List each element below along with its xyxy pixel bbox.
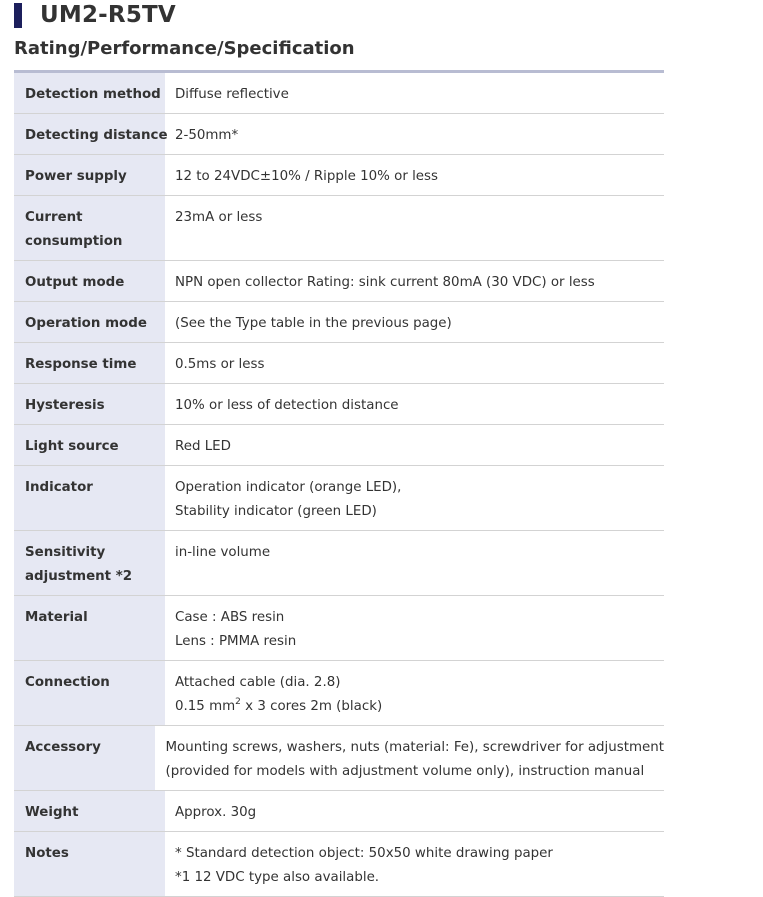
spec-value: in-line volume — [175, 545, 271, 560]
spec-label: Operation mode — [14, 302, 165, 342]
spec-row-weight — [14, 791, 664, 832]
spec-label: Material — [14, 596, 165, 660]
spec-value: Case : ABS resin Lens : PMMA resin — [175, 610, 297, 649]
spec-value: 0.5ms or less — [175, 357, 265, 372]
spec-label: Sensitivity adjustment *2 — [14, 531, 165, 595]
spec-value: Mounting screws, washers, nuts (material: Fe), screwdriver for adjustment (provided for models with adjustment volume only), instruction manual — [165, 740, 664, 779]
spec-row-detection-method — [14, 73, 664, 114]
spec-label: Power supply — [14, 155, 165, 195]
spec-row-output-mode — [14, 261, 664, 302]
spec-row-accessory — [14, 726, 664, 791]
spec-label: Detection method — [14, 73, 165, 113]
title-marker — [14, 3, 22, 28]
spec-row-hysteresis — [14, 384, 664, 425]
spec-label: Hysteresis — [14, 384, 165, 424]
spec-value: 23mA or less — [175, 210, 263, 225]
spec-value: 12 to 24VDC±10% / Ripple 10% or less — [175, 169, 438, 184]
spec-row-indicator — [14, 466, 664, 531]
spec-row-detecting-distance — [14, 114, 664, 155]
spec-label: Notes — [14, 832, 165, 896]
spec-label: Weight — [14, 791, 165, 831]
spec-value: * Standard detection object: 50x50 white drawing paper *1 12 VDC type also available. — [175, 846, 553, 885]
spec-label: Output mode — [14, 261, 165, 301]
spec-value: Red LED — [175, 439, 231, 454]
spec-value: NPN open collector Rating: sink current 80mA (30 VDC) or less — [175, 275, 595, 290]
spec-row-light-source — [14, 425, 664, 466]
spec-row-material — [14, 596, 664, 661]
spec-row-response-time — [14, 343, 664, 384]
spec-label: Response time — [14, 343, 165, 383]
spec-value: 10% or less of detection distance — [175, 398, 399, 413]
spec-value: Approx. 30g — [175, 805, 257, 820]
spec-row-sensitivity-adjustment — [14, 531, 664, 596]
spec-row-connection — [14, 661, 664, 726]
spec-label: Light source — [14, 425, 165, 465]
spec-value: (See the Type table in the previous page) — [175, 316, 452, 331]
spec-value: Operation indicator (orange LED), Stability indicator (green LED) — [175, 480, 402, 519]
spec-row-current-consumption — [14, 196, 664, 261]
section-subtitle: Rating/Performance/Specification — [14, 38, 355, 59]
spec-label: Detecting distance — [14, 114, 165, 154]
page-title: UM2-R5TV — [40, 2, 176, 28]
spec-value: Diffuse reflective — [175, 87, 289, 102]
spec-value: 2-50mm* — [175, 128, 239, 143]
spec-table — [14, 70, 664, 897]
spec-row-power-supply — [14, 155, 664, 196]
spec-label: Current consumption — [14, 196, 165, 260]
spec-label: Indicator — [14, 466, 165, 530]
spec-label: Accessory — [14, 726, 155, 790]
spec-label: Connection — [14, 661, 165, 725]
spec-value: Attached cable (dia. 2.8) 0.15 $mm^2$ x 3 cores 2m (black) — [175, 675, 383, 714]
spec-row-notes — [14, 832, 664, 897]
title-bar — [14, 2, 176, 28]
spec-row-operation-mode — [14, 302, 664, 343]
